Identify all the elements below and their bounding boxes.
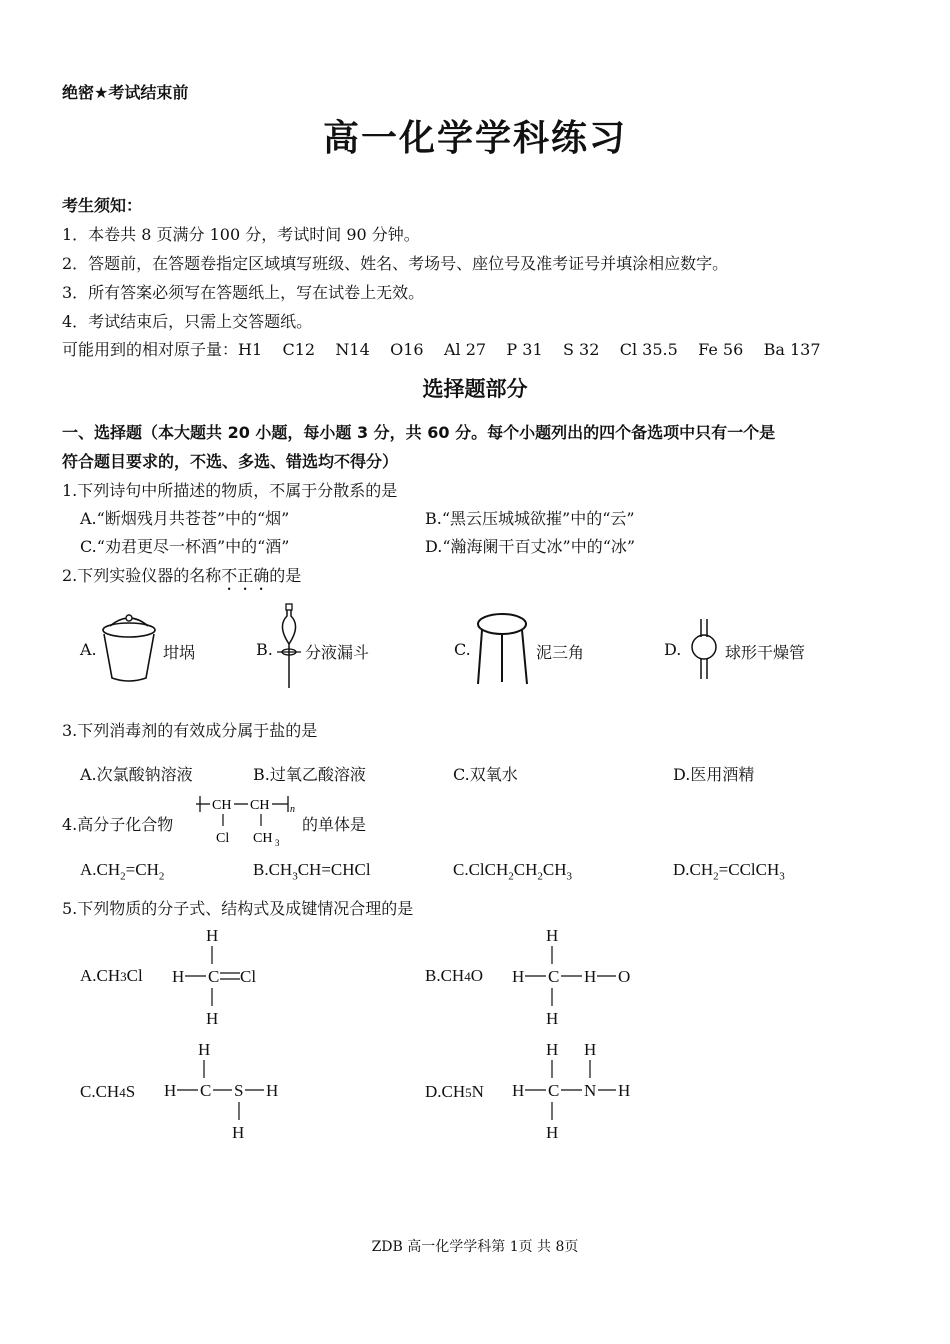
q2-option-b-name: 分液漏斗 xyxy=(305,643,370,662)
q3-stem: 3.下列消毒剂的有效成分属于盐的是 xyxy=(62,721,318,740)
q5-a-structure xyxy=(168,924,278,1029)
svg-text:H: H xyxy=(172,967,185,986)
q2-stem-emphasis: 不正确 xyxy=(221,566,270,585)
q1-option-d: D.“瀚海阑干百丈冰”中的“冰” xyxy=(425,537,636,556)
q1-option-a: A.“断烟残月共苍苍”中的“烟” xyxy=(80,509,290,528)
poly-ch2: CH xyxy=(250,798,270,813)
poly-ch1: CH xyxy=(212,798,232,813)
q2-stem xyxy=(62,563,301,594)
poly-n: n xyxy=(290,804,295,815)
q5-c-structure xyxy=(160,1038,300,1143)
q2-option-a-name: 坩埚 xyxy=(163,643,196,662)
poly-ch3-sub: 3 xyxy=(275,838,280,848)
q3-option-c: C.双氧水 xyxy=(453,765,518,784)
atomic-masses: 可能用到的相对原子量：H1 C12 N14 O16 Al 27 P 31 S 32 Cl 35.5 Fe 56 Ba 137 xyxy=(62,340,821,359)
q2-option-c-name: 泥三角 xyxy=(536,643,585,662)
q5-option-a-label: A.CH3Cl xyxy=(80,966,143,985)
separatory-funnel-icon xyxy=(274,602,306,694)
polymer-structure xyxy=(196,790,306,850)
q2-option-c-letter: C. xyxy=(454,640,471,659)
drying-tube-icon xyxy=(684,617,724,683)
q1-option-c: C.“劝君更尽一杯酒”中的“酒” xyxy=(80,537,290,556)
q4-option-d: $D.CH_2=CClCH_3$ xyxy=(673,860,785,883)
q4-option-c: $C.ClCH_2CH_2CH_3$ xyxy=(453,860,573,883)
q2-option-a-letter: A. xyxy=(80,640,97,659)
q4-option-a: $A.CH_2=CH_2$ xyxy=(80,860,165,883)
svg-text:C: C xyxy=(200,1081,212,1100)
svg-text:H: H xyxy=(232,1123,245,1142)
svg-text:C: C xyxy=(208,967,220,986)
svg-text:H: H xyxy=(584,1040,597,1059)
page-title: 高一化学学科练习 xyxy=(322,117,627,159)
svg-text:H: H xyxy=(546,1009,559,1028)
q2-stem-pre: 2.下列实验仪器的名称 xyxy=(62,566,222,585)
q5-stem: 5.下列物质的分子式、结构式及成键情况合理的是 xyxy=(62,899,414,918)
part1-instructions-line1: 一、选择题（本大题共 20 小题，每小题 3 分，共 60 分。每个小题列出的四个备选项中只有一个是 xyxy=(62,423,776,442)
section-title: 选择题部分 xyxy=(422,376,528,401)
svg-text:H: H xyxy=(618,1081,631,1100)
svg-text:Cl: Cl xyxy=(240,967,257,986)
q3-option-b: B.过氧乙酸溶液 xyxy=(253,765,366,784)
svg-text:H: H xyxy=(546,926,559,945)
svg-text:S: S xyxy=(234,1081,244,1100)
notice-item-4: 4．考试结束后，只需上交答题纸。 xyxy=(62,312,313,331)
q4-option-b: $B.CH_3CH=CHCl$ xyxy=(253,860,371,883)
q5-option-b-label: B.CH4O xyxy=(425,966,483,985)
svg-text:H: H xyxy=(512,967,525,986)
q2-option-d-letter: D. xyxy=(664,640,682,659)
svg-text:H: H xyxy=(512,1081,525,1100)
poly-ch3: CH xyxy=(253,831,273,846)
notice-item-2: 2．答题前，在答题卷指定区域填写班级、姓名、考场号、座位号及准考证号并填涂相应数字。 xyxy=(62,254,729,273)
notice-item-1: 1．本卷共 8 页满分 100 分，考试时间 90 分钟。 xyxy=(62,225,420,244)
q3-option-d: D.医用酒精 xyxy=(673,765,755,784)
crucible-icon xyxy=(98,612,162,684)
q5-option-d-label: D.CH5N xyxy=(425,1082,484,1101)
svg-text:N: N xyxy=(584,1081,597,1100)
svg-text:C: C xyxy=(548,1081,560,1100)
q4-stem-pre: 4.高分子化合物 xyxy=(62,815,174,834)
q1-stem: 1.下列诗句中所描述的物质，不属于分散系的是 xyxy=(62,481,398,500)
poly-cl: Cl xyxy=(216,831,230,846)
svg-text:H: H xyxy=(164,1081,177,1100)
page-footer: ZDB 高一化学学科第 1页 共 8页 xyxy=(371,1239,579,1255)
svg-text:H: H xyxy=(584,967,597,986)
tripod-icon xyxy=(474,610,534,686)
q4-stem-post: 的单体是 xyxy=(302,815,367,834)
svg-text:H: H xyxy=(546,1040,559,1059)
svg-text:H: H xyxy=(198,1040,211,1059)
q2-stem-post: 的是 xyxy=(269,566,302,585)
svg-text:O: O xyxy=(618,967,631,986)
svg-text:H: H xyxy=(206,1009,219,1028)
q2-option-d-name: 球形干燥管 xyxy=(725,643,806,662)
q3-option-a: A.次氯酸钠溶液 xyxy=(80,765,193,784)
part1-instructions-line2: 符合题目要求的，不选、多选、错选均不得分） xyxy=(62,452,399,471)
svg-text:C: C xyxy=(548,967,560,986)
notice-item-3: 3．所有答案必须写在答题纸上，写在试卷上无效。 xyxy=(62,283,425,302)
q5-option-c-label: C.CH4S xyxy=(80,1082,136,1101)
svg-text:H: H xyxy=(206,926,219,945)
q2-option-b-letter: B. xyxy=(256,640,273,659)
svg-text:H: H xyxy=(266,1081,279,1100)
svg-text:H: H xyxy=(546,1123,559,1142)
q5-d-structure xyxy=(508,1038,648,1143)
notice-heading: 考生须知： xyxy=(62,196,143,215)
confidential-label: 绝密★考试结束前 xyxy=(62,83,189,102)
q1-option-b: B.“黑云压城城欲摧”中的“云” xyxy=(425,509,635,528)
q5-b-structure xyxy=(508,924,648,1029)
